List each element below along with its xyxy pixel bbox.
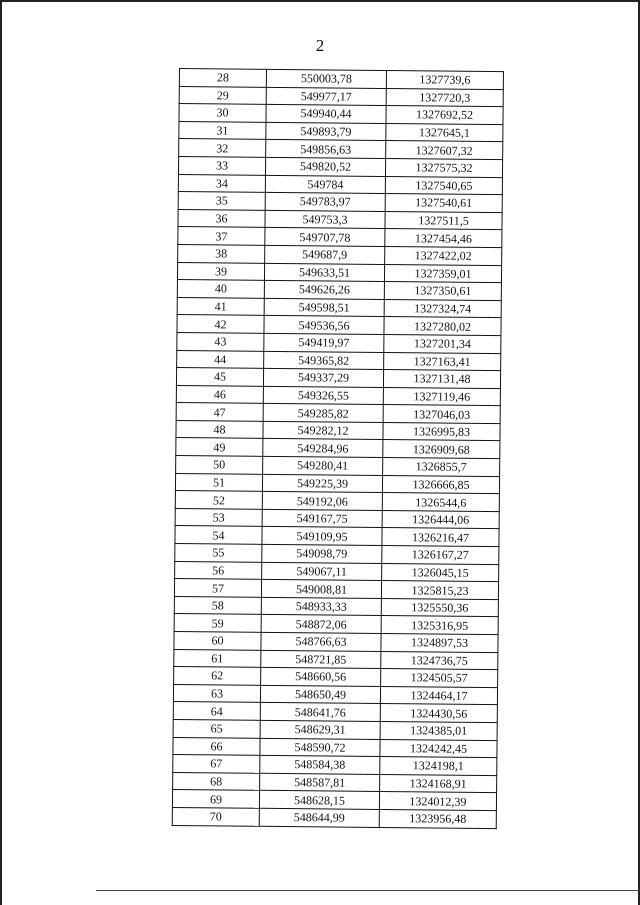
point-number-cell: 70	[172, 807, 259, 825]
point-number-cell: 35	[178, 192, 265, 210]
page-left-edge	[0, 0, 2, 905]
point-number-cell: 60	[174, 631, 261, 649]
y-coordinate-cell: 1324736,75	[381, 651, 498, 670]
point-number-cell: 62	[174, 667, 261, 685]
x-coordinate-cell: 549285,82	[263, 404, 383, 423]
x-coordinate-cell: 549225,39	[262, 474, 382, 493]
point-number-cell: 67	[173, 755, 260, 773]
y-coordinate-cell: 1327607,32	[386, 141, 503, 160]
y-coordinate-cell: 1327511,5	[385, 211, 502, 230]
y-coordinate-cell: 1327720,3	[386, 88, 503, 107]
y-coordinate-cell: 1324430,56	[380, 704, 497, 723]
y-coordinate-cell: 1327046,03	[383, 405, 500, 424]
y-coordinate-cell: 1327645,1	[386, 123, 503, 142]
point-number-cell: 51	[175, 473, 262, 491]
point-number-cell: 53	[175, 508, 262, 526]
point-number-cell: 64	[173, 702, 260, 720]
y-coordinate-cell: 1326444,06	[382, 510, 499, 529]
x-coordinate-cell: 549337,29	[263, 368, 383, 387]
y-coordinate-cell: 1327540,61	[385, 194, 502, 213]
point-number-cell: 39	[177, 262, 264, 280]
y-coordinate-cell: 1326167,27	[382, 546, 499, 565]
x-coordinate-cell: 548872,06	[261, 615, 381, 634]
x-coordinate-cell: 549820,52	[265, 157, 385, 176]
y-coordinate-cell: 1326216,47	[382, 528, 499, 547]
y-coordinate-cell: 1324012,39	[379, 792, 496, 811]
x-coordinate-cell: 549008,81	[261, 580, 381, 599]
x-coordinate-cell: 549783,97	[265, 192, 385, 211]
x-coordinate-cell: 549536,56	[264, 316, 384, 335]
point-number-cell: 31	[179, 121, 266, 139]
x-coordinate-cell: 549598,51	[264, 298, 384, 317]
page-number: 2	[315, 36, 325, 55]
point-number-cell: 59	[174, 614, 261, 632]
x-coordinate-cell: 548644,99	[259, 808, 379, 827]
page-top-edge	[0, 0, 640, 2]
x-coordinate-cell: 549282,12	[263, 421, 383, 440]
point-number-cell: 55	[175, 544, 262, 562]
y-coordinate-cell: 1327454,46	[385, 229, 502, 248]
y-coordinate-cell: 1327692,52	[386, 106, 503, 125]
y-coordinate-cell: 1326666,85	[382, 475, 499, 494]
point-number-cell: 48	[176, 420, 263, 438]
y-coordinate-cell: 1327163,41	[384, 352, 501, 371]
x-coordinate-cell: 548721,85	[261, 650, 381, 669]
point-number-cell: 49	[176, 438, 263, 456]
y-coordinate-cell: 1326544,6	[382, 493, 499, 512]
y-coordinate-cell: 1326995,83	[383, 422, 500, 441]
point-number-cell: 50	[176, 456, 263, 474]
x-coordinate-cell: 548628,15	[259, 791, 379, 810]
y-coordinate-cell: 1327201,34	[384, 334, 501, 353]
x-coordinate-cell: 548587,81	[260, 773, 380, 792]
y-coordinate-cell: 1323956,48	[379, 809, 496, 828]
coordinates-table-wrap	[172, 68, 503, 829]
y-coordinate-cell: 1324385,01	[380, 721, 497, 740]
x-coordinate-cell: 548650,49	[260, 685, 380, 704]
point-number-cell: 43	[177, 332, 264, 350]
point-number-cell: 52	[175, 491, 262, 509]
x-coordinate-cell: 549784	[265, 175, 385, 194]
y-coordinate-cell: 1324505,57	[381, 669, 498, 688]
point-number-cell: 68	[173, 772, 260, 790]
x-coordinate-cell: 548766,63	[261, 632, 381, 651]
y-coordinate-cell: 1325815,23	[381, 581, 498, 600]
point-number-cell: 37	[178, 227, 265, 245]
point-number-cell: 40	[177, 280, 264, 298]
y-coordinate-cell: 1327422,02	[385, 246, 502, 265]
x-coordinate-cell: 549940,44	[266, 105, 386, 124]
point-number-cell: 32	[179, 139, 266, 157]
x-coordinate-cell: 549192,06	[262, 492, 382, 511]
y-coordinate-cell: 1327359,01	[384, 264, 501, 283]
x-coordinate-cell: 549280,41	[263, 456, 383, 475]
page-bottom-rule	[96, 890, 640, 891]
y-coordinate-cell: 1327119,46	[383, 387, 500, 406]
point-number-cell: 36	[178, 209, 265, 227]
x-coordinate-cell: 549167,75	[262, 509, 382, 528]
point-number-cell: 38	[178, 244, 265, 262]
y-coordinate-cell: 1327575,32	[385, 158, 502, 177]
x-coordinate-cell: 549626,26	[264, 280, 384, 299]
y-coordinate-cell: 1325316,95	[381, 616, 498, 635]
point-number-cell: 69	[172, 790, 259, 808]
point-number-cell: 63	[173, 684, 260, 702]
coordinates-table	[172, 68, 504, 829]
y-coordinate-cell: 1324897,53	[381, 633, 498, 652]
point-number-cell: 41	[177, 297, 264, 315]
x-coordinate-cell: 549284,96	[263, 439, 383, 458]
x-coordinate-cell: 549977,17	[266, 87, 386, 106]
y-coordinate-cell: 1326909,68	[383, 440, 500, 459]
y-coordinate-cell: 1327739,6	[386, 70, 503, 89]
x-coordinate-cell: 548660,56	[261, 667, 381, 686]
point-number-cell: 30	[179, 104, 266, 122]
y-coordinate-cell: 1327131,48	[383, 370, 500, 389]
x-coordinate-cell: 549326,55	[263, 386, 383, 405]
y-coordinate-cell: 1327540,65	[385, 176, 502, 195]
x-coordinate-cell: 549856,63	[266, 140, 386, 159]
x-coordinate-cell: 548629,31	[260, 720, 380, 739]
point-number-cell: 47	[176, 403, 263, 421]
y-coordinate-cell: 1324464,17	[380, 686, 497, 705]
x-coordinate-cell: 548584,38	[260, 755, 380, 774]
x-coordinate-cell: 548641,76	[260, 703, 380, 722]
point-number-cell: 56	[175, 561, 262, 579]
point-number-cell: 42	[177, 315, 264, 333]
point-number-cell: 33	[178, 156, 265, 174]
y-coordinate-cell: 1325550,36	[381, 598, 498, 617]
point-number-cell: 61	[174, 649, 261, 667]
x-coordinate-cell: 549109,95	[262, 527, 382, 546]
point-number-cell: 44	[177, 350, 264, 368]
y-coordinate-cell: 1324242,45	[380, 739, 497, 758]
point-number-cell: 65	[173, 719, 260, 737]
y-coordinate-cell: 1324198,1	[380, 757, 497, 776]
point-number-cell: 29	[179, 86, 266, 104]
x-coordinate-cell: 549753,3	[265, 210, 385, 229]
point-number-cell: 54	[175, 526, 262, 544]
point-number-cell: 57	[174, 579, 261, 597]
y-coordinate-cell: 1324168,91	[380, 774, 497, 793]
y-coordinate-cell: 1327280,02	[384, 317, 501, 336]
x-coordinate-cell: 550003,78	[266, 69, 386, 88]
table-row	[172, 807, 496, 828]
point-number-cell: 28	[179, 69, 266, 87]
x-coordinate-cell: 549365,82	[264, 351, 384, 370]
x-coordinate-cell: 549687,9	[265, 245, 385, 264]
x-coordinate-cell: 549633,51	[264, 263, 384, 282]
point-number-cell: 34	[178, 174, 265, 192]
x-coordinate-cell: 548590,72	[260, 738, 380, 757]
x-coordinate-cell: 548933,33	[261, 597, 381, 616]
point-number-cell: 58	[174, 596, 261, 614]
coordinates-table-body	[172, 69, 503, 829]
y-coordinate-cell: 1326855,7	[383, 458, 500, 477]
x-coordinate-cell: 549893,79	[266, 122, 386, 141]
y-coordinate-cell: 1326045,15	[382, 563, 499, 582]
point-number-cell: 46	[176, 385, 263, 403]
point-number-cell: 66	[173, 737, 260, 755]
y-coordinate-cell: 1327350,61	[384, 282, 501, 301]
point-number-cell: 45	[176, 368, 263, 386]
x-coordinate-cell: 549419,97	[264, 333, 384, 352]
x-coordinate-cell: 549098,79	[262, 544, 382, 563]
x-coordinate-cell: 549707,78	[265, 228, 385, 247]
x-coordinate-cell: 549067,11	[262, 562, 382, 581]
y-coordinate-cell: 1327324,74	[384, 299, 501, 318]
